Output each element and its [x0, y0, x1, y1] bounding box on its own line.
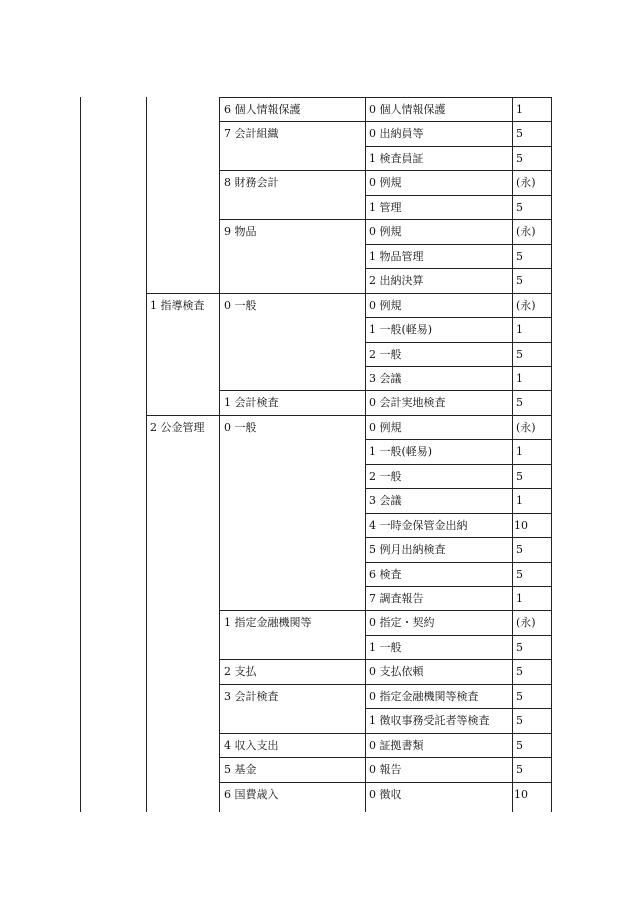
retention-period: 5: [516, 347, 523, 361]
row-divider: [365, 562, 552, 563]
retention-period: (永): [516, 225, 536, 239]
item-label: 5 例月出納検査: [369, 543, 446, 557]
column-divider: [551, 97, 552, 812]
item-label: 1 検査員証: [369, 151, 424, 165]
item-label: 0 徴収: [369, 787, 402, 801]
retention-period: 5: [516, 274, 523, 288]
item-label: 0 報告: [369, 763, 402, 777]
row-divider: [146, 293, 552, 294]
row-divider: [365, 464, 552, 465]
category-label: 1 会計検査: [224, 396, 279, 410]
retention-period: 1: [516, 103, 523, 116]
category-label: 3 会計検査: [224, 689, 279, 703]
retention-period: 1: [516, 371, 523, 385]
retention-period: 5: [516, 151, 523, 165]
retention-period: 5: [516, 396, 523, 410]
row-divider: [365, 366, 552, 367]
row-divider: [146, 415, 552, 416]
item-label: 2 出納決算: [369, 274, 424, 288]
retention-period: 10: [514, 518, 528, 532]
category-label: 0 一般: [224, 298, 257, 312]
retention-period: 1: [516, 445, 523, 459]
column-divider: [146, 97, 147, 812]
retention-period: 10: [514, 787, 528, 801]
retention-period: 5: [516, 689, 523, 703]
item-label: 2 一般: [369, 347, 402, 361]
retention-period: 5: [516, 127, 523, 141]
category-label: 8 財務会計: [224, 176, 279, 190]
row-divider: [365, 195, 552, 196]
retention-period: 5: [516, 543, 523, 557]
row-divider: [219, 610, 552, 611]
column-divider: [512, 97, 513, 812]
retention-period: 5: [516, 714, 523, 728]
row-divider: [365, 439, 552, 440]
row-divider: [365, 244, 552, 245]
row-divider: [219, 219, 552, 220]
category-label: 7 会計組織: [224, 127, 279, 141]
item-label: 1 徴収事務受託者等検査: [369, 714, 490, 728]
retention-period: (永): [516, 420, 536, 434]
item-label: 0 支払依頼: [369, 665, 424, 679]
retention-period: 1: [516, 592, 523, 605]
section-label: 1 指導検査: [150, 298, 205, 312]
category-label: 4 収入支出: [224, 738, 279, 752]
item-label: 0 証拠書類: [369, 738, 424, 752]
item-label: 1 一般(軽易): [369, 323, 433, 337]
row-divider: [219, 782, 552, 783]
row-divider: [365, 513, 552, 514]
item-label: 1 管理: [369, 200, 402, 214]
row-divider: [365, 146, 552, 147]
row-divider: [219, 97, 552, 98]
item-label: 0 例規: [369, 176, 402, 190]
item-label: 4 一時金保管金出納: [369, 518, 468, 532]
category-label: 1 指定金融機関等: [224, 616, 312, 630]
retention-period: (永): [516, 616, 536, 630]
item-label: 3 会議: [369, 371, 402, 385]
category-label: 9 物品: [224, 225, 257, 239]
category-label: 6 国費歳入: [224, 787, 279, 801]
retention-period: 1: [516, 494, 523, 508]
retention-period: 5: [516, 469, 523, 483]
row-divider: [365, 537, 552, 538]
retention-period: 5: [516, 665, 523, 679]
item-label: 0 指定金融機関等検査: [369, 689, 479, 703]
item-label: 1 一般: [369, 640, 402, 654]
section-label: 2 公金管理: [150, 420, 205, 434]
retention-period: (永): [516, 176, 536, 190]
item-label: 0 出納員等: [369, 127, 424, 141]
item-label: 6 検査: [369, 567, 402, 581]
column-divider: [365, 97, 366, 812]
retention-period: 5: [516, 640, 523, 654]
category-label: 5 基金: [224, 763, 257, 777]
item-label: 0 例規: [369, 225, 402, 239]
item-label: 0 会計実地検査: [369, 396, 446, 410]
item-label: 3 会議: [369, 494, 402, 508]
row-divider: [365, 342, 552, 343]
retention-period: 5: [516, 738, 523, 752]
retention-period: 5: [516, 249, 523, 263]
item-label: 7 調査報告: [369, 592, 424, 605]
retention-period: 1: [516, 323, 523, 337]
item-label: 0 個人情報保護: [369, 103, 446, 116]
category-label: 6 個人情報保護: [224, 103, 301, 116]
row-divider: [219, 390, 552, 391]
row-divider: [365, 488, 552, 489]
item-label: 0 例規: [369, 420, 402, 434]
row-divider: [365, 635, 552, 636]
item-label: 1 物品管理: [369, 249, 424, 263]
row-divider: [365, 268, 552, 269]
row-divider: [219, 121, 552, 122]
retention-period: 5: [516, 567, 523, 581]
row-divider: [219, 170, 552, 171]
category-label: 2 支払: [224, 665, 257, 679]
retention-period: 5: [516, 763, 523, 777]
row-divider: [365, 586, 552, 587]
column-divider: [219, 97, 220, 812]
retention-period: 5: [516, 200, 523, 214]
item-label: 1 一般(軽易): [369, 445, 433, 459]
row-divider: [365, 317, 552, 318]
row-divider: [219, 757, 552, 758]
row-divider: [219, 733, 552, 734]
row-divider: [219, 659, 552, 660]
retention-period: (永): [516, 298, 536, 312]
category-label: 0 一般: [224, 420, 257, 434]
item-label: 2 一般: [369, 469, 402, 483]
row-divider: [365, 708, 552, 709]
row-divider: [219, 684, 552, 685]
item-label: 0 指定・契約: [369, 616, 435, 630]
item-label: 0 例規: [369, 298, 402, 312]
outer-left-border: [80, 97, 81, 812]
